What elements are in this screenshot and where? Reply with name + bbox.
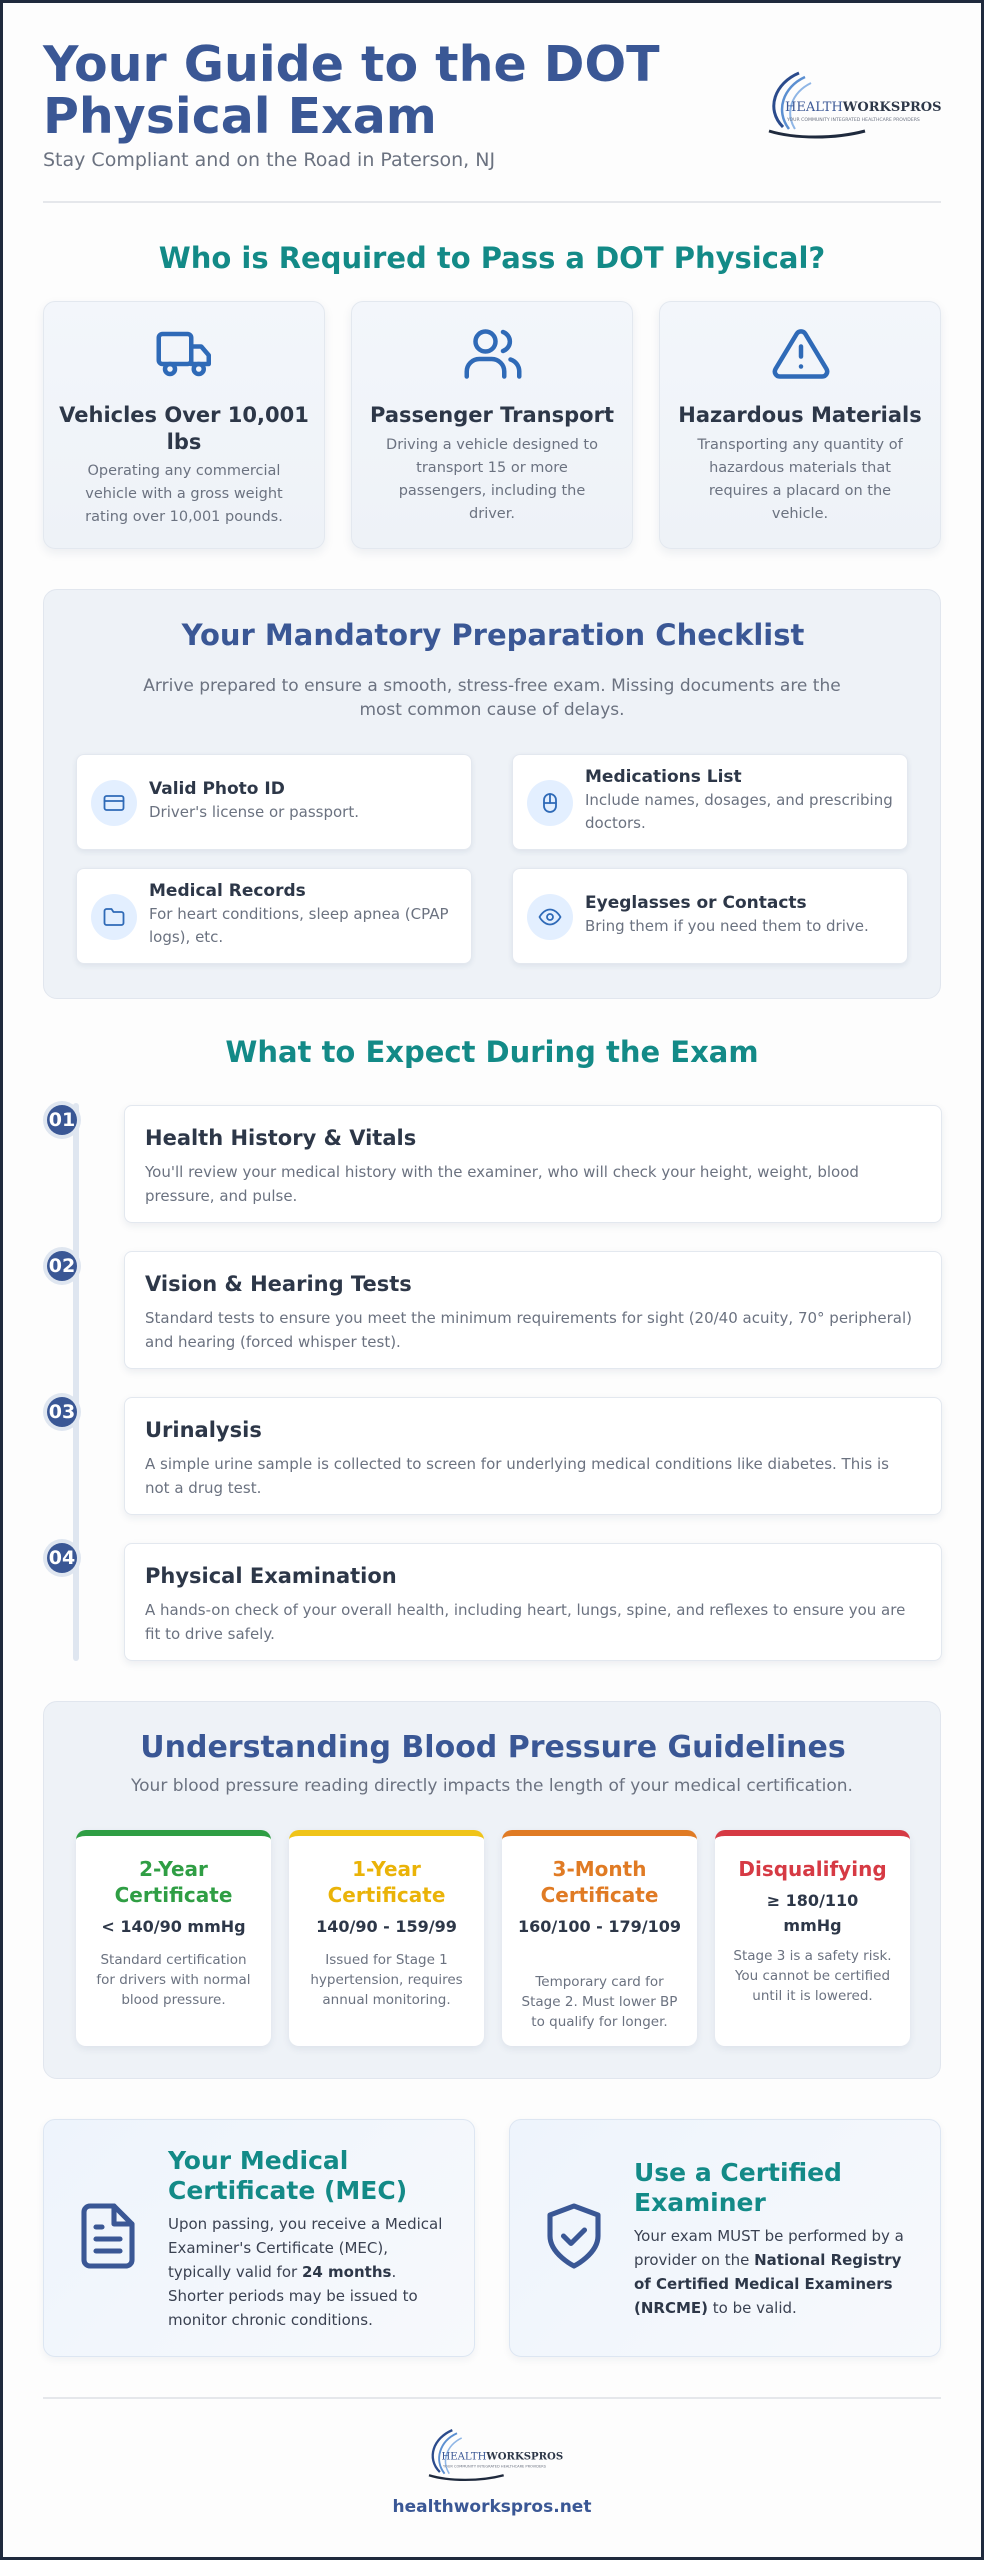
required-card-hazmat: [659, 301, 941, 549]
exam-step-text: You'll review your medical history with the examiner, who will check your height, weight, blood pressure, and pulse.: [145, 1163, 859, 1205]
warning-icon: [771, 324, 831, 384]
users-icon: [463, 324, 523, 384]
eye-icon: [538, 905, 562, 929]
mec-text: Upon passing, you receive a Medical Examiner's Certificate (MEC), typically valid for 24 months. Shorter periods may be issued to monitor chronic conditions.: [168, 2215, 443, 2329]
id-card-icon: [102, 791, 126, 815]
healthworkspros-logo: [755, 69, 945, 141]
mec-card: [43, 2119, 475, 2357]
checklist-item-text: Driver's license or passport.: [149, 803, 359, 821]
infographic-page: [3, 3, 981, 2557]
checklist-intro: Arrive prepared to ensure a smooth, stress-free exam. Missing documents are the most common cause of delays.: [143, 676, 841, 720]
folder-icon: [102, 905, 126, 929]
bp-card-2-year: [76, 1830, 271, 2046]
truck-icon: [155, 324, 215, 384]
checklist-heading: Your Mandatory Preparation Checklist: [181, 618, 805, 652]
header-divider: [43, 201, 941, 203]
page-subtitle: Stay Compliant and on the Road in Paterson, NJ: [43, 149, 496, 171]
exam-step-title: Physical Examination: [145, 1564, 397, 1588]
bp-card-value: 160/100 - 179/109: [517, 1917, 682, 1936]
bp-card-title: 3-Month Certificate: [540, 1857, 659, 1907]
checklist-item-text: Bring them if you need them to drive.: [585, 917, 869, 935]
bp-card-note: Stage 3 is a safety risk. You cannot be certified until it is lowered.: [733, 1948, 892, 2004]
bp-card-title: Disqualifying: [738, 1857, 887, 1881]
required-card-title: Vehicles Over 10,001 lbs: [59, 403, 309, 454]
exam-step-title: Health History & Vitals: [145, 1126, 417, 1150]
logo-text: HEALTHWORKSPROS: [785, 100, 942, 115]
bp-card-title: 1-Year Certificate: [327, 1857, 446, 1907]
required-card-title: Passenger Transport: [370, 403, 614, 427]
blood-pressure-section: [43, 1701, 941, 2079]
required-card-title: Hazardous Materials: [678, 403, 922, 427]
mec-title: Your Medical Certificate (MEC): [168, 2146, 408, 2205]
examiner-text: Your exam MUST be performed by a provider on the National Registry of Certified Medical Examiners (NRCME) to be valid.: [634, 2227, 904, 2317]
required-card-text: Transporting any quantity of hazardous materials that requires a placard on the vehicle.: [697, 437, 903, 522]
footer-logo: [416, 2427, 568, 2483]
bp-subheading: Your blood pressure reading directly impacts the length of your medical certification.: [131, 1776, 853, 1796]
pill-icon: [538, 791, 562, 815]
shield-check-icon: [538, 2200, 610, 2272]
required-card-text: Operating any commercial vehicle with a gross weight rating over 10,001 pounds.: [85, 463, 283, 525]
bp-card-1-year: [289, 1830, 484, 2046]
step-number: 03: [47, 1397, 77, 1427]
step-number: 04: [47, 1543, 77, 1573]
footer-website-link[interactable]: healthworkspros.net: [392, 2497, 592, 2517]
checklist-item-title: Medical Records: [149, 881, 306, 901]
required-card-passenger: [351, 301, 633, 549]
footer-divider: [43, 2397, 941, 2399]
logo-tagline: YOUR COMMUNITY INTEGRATED HEALTHCARE PROVIDERS: [787, 118, 920, 123]
checklist-item-eyeglasses: [512, 868, 908, 964]
bp-card-3-month: [502, 1830, 697, 2046]
timeline-line: [73, 1103, 79, 1661]
bp-heading: Understanding Blood Pressure Guidelines: [140, 1730, 846, 1765]
bp-card-note: Standard certification for drivers with normal blood pressure.: [96, 1952, 251, 2008]
checklist-section: [43, 589, 941, 999]
bp-card-value: ≥ 180/110 mmHg: [766, 1891, 859, 1935]
checklist-item-title: Medications List: [585, 767, 742, 787]
step-number: 01: [47, 1105, 77, 1135]
checklist-item-medical-records: [76, 868, 472, 964]
exam-step-card: [124, 1543, 942, 1661]
checklist-item-title: Eyeglasses or Contacts: [585, 893, 807, 913]
bp-card-note: Temporary card for Stage 2. Must lower BP to qualify for longer.: [521, 1974, 678, 2030]
bp-card-title: 2-Year Certificate: [114, 1857, 233, 1907]
page-title: Your Guide to the DOT Physical Exam: [43, 36, 660, 145]
logo-tagline: YOUR COMMUNITY INTEGRATED HEALTHCARE PROVIDERS: [443, 2464, 547, 2469]
exam-step-title: Urinalysis: [145, 1418, 262, 1442]
checklist-item-text: Include names, dosages, and prescribing doctors.: [585, 791, 893, 832]
document-icon: [72, 2200, 144, 2272]
checklist-item-photo-id: [76, 754, 472, 850]
exam-step-card: [124, 1251, 942, 1369]
required-card-vehicles: [43, 301, 325, 549]
examiner-card: [509, 2119, 941, 2357]
exam-step-text: A hands-on check of your overall health, including heart, lungs, spine, and reflexes to ensure you are fit to drive safely.: [145, 1601, 906, 1643]
exam-heading: What to Expect During the Exam: [225, 1035, 759, 1069]
exam-step-text: Standard tests to ensure you meet the minimum requirements for sight (20/40 acuity, 70° peripheral) and hearing (forced whisper test).: [145, 1309, 913, 1351]
step-number: 02: [47, 1251, 77, 1281]
required-heading: Who is Required to Pass a DOT Physical?: [158, 241, 826, 275]
exam-step-text: A simple urine sample is collected to screen for underlying medical conditions like diabetes. This is not a drug test.: [145, 1455, 889, 1497]
required-card-text: Driving a vehicle designed to transport 15 or more passengers, including the driver.: [386, 437, 598, 522]
checklist-item-medications: [512, 754, 908, 850]
exam-step-card: [124, 1105, 942, 1223]
bp-card-note: Issued for Stage 1 hypertension, requires annual monitoring.: [310, 1952, 463, 2008]
examiner-title: Use a Certified Examiner: [634, 2158, 842, 2217]
checklist-item-title: Valid Photo ID: [149, 779, 285, 799]
exam-step-card: [124, 1397, 942, 1515]
bp-card-value: 140/90 - 159/99: [316, 1917, 457, 1936]
exam-step-title: Vision & Hearing Tests: [145, 1272, 412, 1296]
bp-card-value: < 140/90 mmHg: [101, 1917, 246, 1936]
checklist-item-text: For heart conditions, sleep apnea (CPAP logs), etc.: [149, 905, 449, 946]
logo-text: HEALTHWORKSPROS: [441, 2451, 564, 2463]
bp-card-disqualifying: [715, 1830, 910, 2046]
